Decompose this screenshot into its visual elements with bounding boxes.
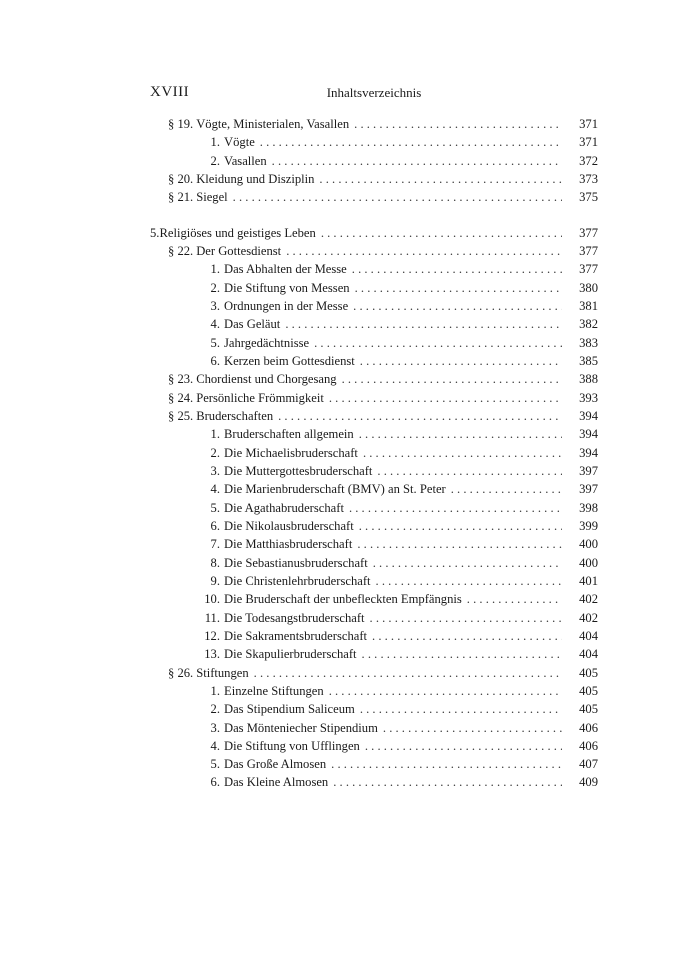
toc-entry-number: 3. xyxy=(210,720,220,735)
dot-leader xyxy=(376,574,562,589)
running-title: Inhaltsverzeichnis xyxy=(326,85,422,100)
toc-entry-title: Das Mönteniecher Stipendium xyxy=(224,720,378,735)
dot-leader xyxy=(362,647,562,662)
toc-entry-number: § 21. xyxy=(168,190,194,205)
toc-entry xyxy=(150,501,598,519)
toc-entry-number: 4. xyxy=(210,738,220,753)
toc-entry-number: 10. xyxy=(204,592,220,607)
toc-entry-title: Das Geläut xyxy=(224,317,281,332)
toc-entry xyxy=(150,629,598,647)
toc-entry xyxy=(150,135,598,153)
toc-entry-number: § 20. xyxy=(168,171,194,186)
dot-leader xyxy=(331,757,562,772)
toc-entry-page: 394 xyxy=(579,445,598,460)
toc-entry xyxy=(150,281,598,299)
toc-entry-number: § 26. xyxy=(168,665,194,680)
toc-entry-number: 5. xyxy=(210,757,220,772)
toc-entry-number: 1. xyxy=(210,135,220,150)
toc-entry-page: 381 xyxy=(579,298,598,313)
dot-leader xyxy=(314,336,562,351)
toc-entry xyxy=(150,519,598,537)
toc-entry-page: 406 xyxy=(579,738,598,753)
toc-entry-title: Der Gottesdienst xyxy=(196,243,282,258)
toc-entry xyxy=(150,666,598,684)
toc-entry-title: Die Muttergottesbruderschaft xyxy=(224,463,373,478)
toc-entry-page: 394 xyxy=(579,427,598,442)
toc-entry xyxy=(150,226,598,244)
toc-entry-number: § 22. xyxy=(168,243,194,258)
toc-entry-title: Ordnungen in der Messe xyxy=(224,298,349,313)
toc-entry-title: Kerzen beim Gottesdienst xyxy=(224,353,355,368)
toc-entry xyxy=(150,372,598,390)
toc-entry-title: Religiöses und geistiges Leben xyxy=(159,225,316,240)
toc-entry-page: 398 xyxy=(579,500,598,515)
toc-entry-number: 11. xyxy=(204,610,220,625)
dot-leader xyxy=(349,501,562,516)
toc-entry-title: Die Agathabruderschaft xyxy=(224,500,344,515)
toc-entry-page: 407 xyxy=(579,757,598,772)
toc-entry xyxy=(150,190,598,208)
toc-entry xyxy=(150,464,598,482)
toc-entry-number: 4. xyxy=(210,482,220,497)
toc-entry-title: Das Stipendium Saliceum xyxy=(224,702,355,717)
toc-entry xyxy=(150,299,598,317)
dot-leader xyxy=(233,190,562,205)
toc-entry-page: 406 xyxy=(579,720,598,735)
dot-leader xyxy=(359,427,562,442)
toc-entry-title: Das Kleine Almosen xyxy=(224,775,329,790)
toc-entry xyxy=(150,244,598,262)
toc-entry xyxy=(150,574,598,592)
toc-entry-number: 7. xyxy=(210,537,220,552)
toc-entry xyxy=(150,721,598,739)
toc-entry xyxy=(150,336,598,354)
dot-leader xyxy=(363,446,562,461)
toc-entry xyxy=(150,427,598,445)
toc-entry-page: 380 xyxy=(579,280,598,295)
toc-entry-page: 405 xyxy=(579,683,598,698)
toc-entry-page: 402 xyxy=(579,610,598,625)
toc-entry-number: 8. xyxy=(210,555,220,570)
toc-entry-title: Die Matthiasbruderschaft xyxy=(224,537,353,552)
toc-entry-page: 400 xyxy=(579,555,598,570)
toc-entry-page: 377 xyxy=(579,262,598,277)
toc-entry-title: Die Sebastianusbruderschaft xyxy=(224,555,368,570)
toc-entry-number: 6. xyxy=(210,518,220,533)
toc-entry-page: 404 xyxy=(579,647,598,662)
toc-entry-page: 373 xyxy=(579,171,598,186)
dot-leader xyxy=(278,409,562,424)
toc-entry-number: 6. xyxy=(210,775,220,790)
toc-entry xyxy=(150,592,598,610)
toc-entry xyxy=(150,537,598,555)
toc-entry-page: 371 xyxy=(579,135,598,150)
toc-entry-page: 375 xyxy=(579,190,598,205)
dot-leader xyxy=(357,537,562,552)
toc-entry-number: 13. xyxy=(204,647,220,662)
toc-entry-title: Vasallen xyxy=(224,153,267,168)
toc-entry-title: Vögte xyxy=(224,135,255,150)
toc-entry-title: Die Marienbruderschaft (BMV) an St. Peter xyxy=(224,482,446,497)
dot-leader xyxy=(342,372,562,387)
toc-entry xyxy=(150,317,598,335)
dot-leader xyxy=(451,482,562,497)
toc-entry-number: 9. xyxy=(210,573,220,588)
toc-entry-title: Einzelne Stiftungen xyxy=(224,683,324,698)
toc-entry-page: 371 xyxy=(579,117,598,131)
dot-leader xyxy=(352,262,562,277)
toc-entry xyxy=(150,611,598,629)
dot-leader xyxy=(286,244,562,259)
toc-entry-page: 399 xyxy=(579,518,598,533)
dot-leader xyxy=(370,611,562,626)
toc-entry xyxy=(150,739,598,757)
toc-entry-title: Vögte, Ministerialen, Vasallen xyxy=(196,117,350,131)
toc-entry-title: Die Stiftung von Messen xyxy=(224,280,350,295)
toc-entry-page: 405 xyxy=(579,665,598,680)
page-number: XVIII xyxy=(150,84,190,100)
toc-entry-number: 2. xyxy=(210,702,220,717)
dot-leader xyxy=(360,354,562,369)
toc-entry-page: 401 xyxy=(579,573,598,588)
toc-entry xyxy=(150,154,598,172)
toc-entry xyxy=(150,702,598,720)
toc-entry-number: 2. xyxy=(210,153,220,168)
toc-entry-page: 400 xyxy=(579,537,598,552)
toc-entry-title: Die Bruderschaft der unbefleckten Empfängnis xyxy=(224,592,462,607)
toc-entry xyxy=(150,409,598,427)
toc-entry-number: 1. xyxy=(210,262,220,277)
toc-entry-title: Die Michaelisbruderschaft xyxy=(224,445,358,460)
dot-leader xyxy=(333,775,562,790)
toc-entry-page: 388 xyxy=(579,372,598,387)
dot-leader xyxy=(321,226,562,241)
toc-entry-number: § 23. xyxy=(168,372,194,387)
dot-leader xyxy=(354,117,562,132)
dot-leader xyxy=(254,666,562,681)
toc-entry xyxy=(150,354,598,372)
dot-leader xyxy=(329,391,562,406)
toc-entry-page: 377 xyxy=(579,243,598,258)
table-of-contents xyxy=(150,117,598,794)
toc-entry-page: 372 xyxy=(579,153,598,168)
toc-entry-number: § 19. xyxy=(168,117,194,131)
dot-leader xyxy=(329,684,562,699)
toc-entry-page: 397 xyxy=(579,482,598,497)
toc-entry-title: Chordienst und Chorgesang xyxy=(196,372,337,387)
toc-entry-page: 409 xyxy=(579,775,598,790)
toc-entry xyxy=(150,775,598,793)
toc-entry-title: Die Stiftung von Ufflingen xyxy=(224,738,360,753)
toc-entry-number: 6. xyxy=(210,353,220,368)
toc-entry-number: 3. xyxy=(210,463,220,478)
toc-entry-title: Die Sakramentsbruderschaft xyxy=(224,628,368,643)
toc-entry-page: 382 xyxy=(579,317,598,332)
dot-leader xyxy=(353,299,562,314)
toc-entry-number: § 24. xyxy=(168,390,194,405)
toc-entry-number: 1. xyxy=(210,683,220,698)
page-header xyxy=(150,84,598,104)
toc-entry-title: Die Todesangstbruderschaft xyxy=(224,610,365,625)
toc-entry-page: 385 xyxy=(579,353,598,368)
dot-leader xyxy=(272,154,562,169)
toc-entry-number: 12. xyxy=(204,628,220,643)
dot-leader xyxy=(355,281,562,296)
toc-entry-page: 405 xyxy=(579,702,598,717)
dot-leader xyxy=(373,556,562,571)
toc-entry-page: 377 xyxy=(579,225,598,240)
toc-entry-number: 5. xyxy=(210,335,220,350)
toc-entry xyxy=(150,172,598,190)
toc-entry-title: Die Christenlehrbruderschaft xyxy=(224,573,371,588)
toc-entry-title: Das Große Almosen xyxy=(224,757,327,772)
toc-entry-title: Siegel xyxy=(196,190,228,205)
dot-leader xyxy=(467,592,562,607)
toc-entry-title: Kleidung und Disziplin xyxy=(196,171,315,186)
toc-entry xyxy=(150,482,598,500)
dot-leader xyxy=(360,702,562,717)
toc-entry-title: Bruderschaften xyxy=(196,408,274,423)
toc-entry-page: 404 xyxy=(579,628,598,643)
toc-entry-title: Stiftungen xyxy=(196,665,249,680)
toc-entry-number: 1. xyxy=(210,427,220,442)
toc-entry-page: 383 xyxy=(579,335,598,350)
toc-entry-number: 5. xyxy=(210,500,220,515)
toc-entry-title: Das Abhalten der Messe xyxy=(224,262,347,277)
toc-entry xyxy=(150,262,598,280)
toc-entry xyxy=(150,757,598,775)
toc-entry-number: § 25. xyxy=(168,408,194,423)
dot-leader xyxy=(260,135,562,150)
toc-entry xyxy=(150,446,598,464)
dot-leader xyxy=(372,629,562,644)
toc-entry-number: 2. xyxy=(210,445,220,460)
toc-entry xyxy=(150,117,598,135)
toc-entry-page: 402 xyxy=(579,592,598,607)
toc-entry-title: Jahrgedächtnisse xyxy=(224,335,310,350)
toc-entry xyxy=(150,391,598,409)
toc-entry xyxy=(150,647,598,665)
dot-leader xyxy=(319,172,562,187)
toc-entry-number: 2. xyxy=(210,280,220,295)
toc-entry-number: 3. xyxy=(210,298,220,313)
toc-entry xyxy=(150,556,598,574)
toc-entry-number: 5. xyxy=(150,225,160,240)
dot-leader xyxy=(365,739,562,754)
toc-entry-title: Die Skapulierbruderschaft xyxy=(224,647,357,662)
toc-entry-page: 394 xyxy=(579,408,598,423)
toc-entry-page: 397 xyxy=(579,463,598,478)
toc-entry-title: Bruderschaften allgemein xyxy=(224,427,354,442)
toc-entry-page: 393 xyxy=(579,390,598,405)
toc-entry-title: Persönliche Frömmigkeit xyxy=(196,390,324,405)
toc-entry xyxy=(150,684,598,702)
dot-leader xyxy=(383,721,562,736)
toc-entry-number: 4. xyxy=(210,317,220,332)
dot-leader xyxy=(377,464,562,479)
toc-entry-title: Die Nikolausbruderschaft xyxy=(224,518,354,533)
dot-leader xyxy=(285,317,562,332)
dot-leader xyxy=(359,519,562,534)
